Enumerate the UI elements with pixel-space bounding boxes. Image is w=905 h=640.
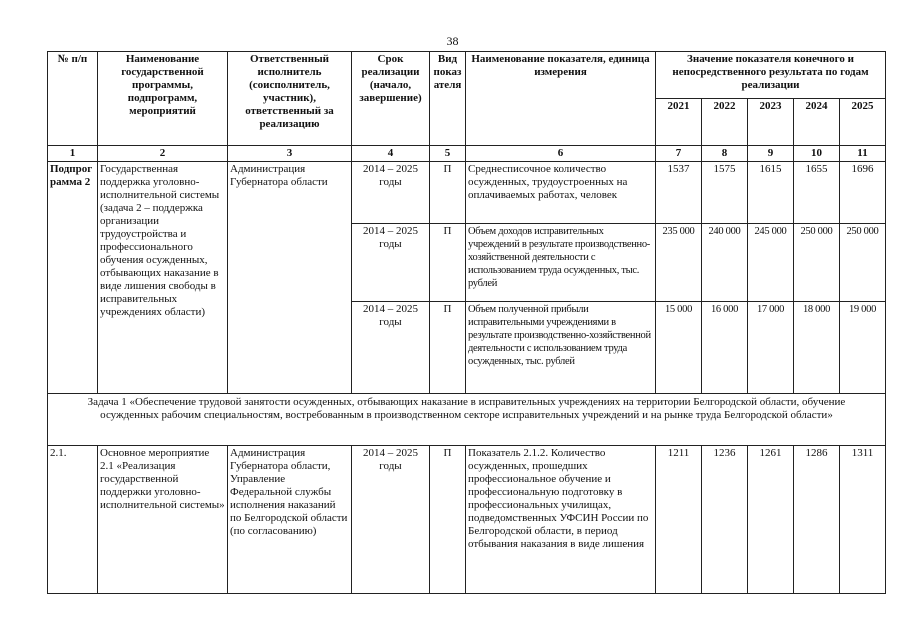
header-num: № п/п bbox=[48, 52, 98, 146]
event-value: 1236 bbox=[702, 446, 748, 594]
row-value: 1575 bbox=[702, 162, 748, 224]
column-number: 3 bbox=[228, 146, 352, 162]
row-value: 15 000 bbox=[656, 302, 702, 394]
row-period: 2014 – 2025 годы bbox=[352, 162, 430, 224]
row-period: 2014 – 2025 годы bbox=[352, 224, 430, 302]
event-responsible: Администрация Губернатора области, Управление Федеральной службы исполнения наказаний по Белгородской области (по согласованию) bbox=[228, 446, 352, 594]
column-number: 6 bbox=[466, 146, 656, 162]
task-row bbox=[48, 394, 886, 446]
task-1-text: Задача 1 «Обеспечение трудовой занятости осужденных, отбывающих наказание в исправительных учреждениях на территории Белгородской области, обучение осужденных рабочим специальностям, востребованным в производственном секторе исправительных учреждений и на рынке труда Белгородской области» bbox=[48, 394, 886, 446]
row-indicator: Объем доходов исправительных учреждений в результате производственно-хозяйственной деятельности с использованием труда осужденных, тыс. рублей bbox=[466, 224, 656, 302]
column-number: 1 bbox=[48, 146, 98, 162]
row-type: П bbox=[430, 224, 466, 302]
row-value: 1696 bbox=[840, 162, 886, 224]
header-responsible: Ответственный исполнитель (соисполнитель, участник), ответственный за реализацию bbox=[228, 52, 352, 146]
column-number: 2 bbox=[98, 146, 228, 162]
subprogram-name: Государственная поддержка уголовно-исполнительной системы (задача 2 – поддержка организации трудоустройства и профессионального обучения осужденных, отбывающих наказание в виде лишения свободы в исправительных учреждениях области) bbox=[98, 162, 228, 394]
header-indicator: Наименование показателя, единица измерения bbox=[466, 52, 656, 146]
column-number: 5 bbox=[430, 146, 466, 162]
column-number: 7 bbox=[656, 146, 702, 162]
header-type: Вид показателя bbox=[430, 52, 466, 146]
column-number: 8 bbox=[702, 146, 748, 162]
event-value: 1311 bbox=[840, 446, 886, 594]
indicators-table bbox=[47, 51, 886, 594]
row-value: 18 000 bbox=[794, 302, 840, 394]
row-value: 1537 bbox=[656, 162, 702, 224]
table-row bbox=[48, 446, 886, 594]
row-value: 1615 bbox=[748, 162, 794, 224]
header-row bbox=[48, 52, 886, 99]
subprogram-num: Подпрограмма 2 bbox=[48, 162, 98, 394]
column-numbers-row bbox=[48, 146, 886, 162]
event-num: 2.1. bbox=[48, 446, 98, 594]
row-type: П bbox=[430, 162, 466, 224]
event-value: 1261 bbox=[748, 446, 794, 594]
header-year: 2025 bbox=[840, 99, 886, 146]
row-value: 245 000 bbox=[748, 224, 794, 302]
row-value: 1655 bbox=[794, 162, 840, 224]
header-values-group: Значение показателя конечного и непосредственного результата по годам реализации bbox=[656, 52, 886, 99]
row-indicator: Объем полученной прибыли исправительными учреждениями в результате производственно-хозяйственной деятельности с использованием труда осужденных, тыс. рублей bbox=[466, 302, 656, 394]
column-number: 10 bbox=[794, 146, 840, 162]
header-year: 2021 bbox=[656, 99, 702, 146]
row-value: 16 000 bbox=[702, 302, 748, 394]
row-value: 240 000 bbox=[702, 224, 748, 302]
event-value: 1286 bbox=[794, 446, 840, 594]
event-name: Основное мероприятие 2.1 «Реализация государственной поддержки уголовно-исполнительной системы» bbox=[98, 446, 228, 594]
column-number: 9 bbox=[748, 146, 794, 162]
event-indicator: Показатель 2.1.2. Количество осужденных, прошедших профессиональное обучение и профессиональную подготовку в профессиональных училищах, подведомственных УФСИН России по Белгородской области, в период отбывания наказания в виде лишения bbox=[466, 446, 656, 594]
row-value: 250 000 bbox=[794, 224, 840, 302]
row-type: П bbox=[430, 302, 466, 394]
event-period: 2014 – 2025 годы bbox=[352, 446, 430, 594]
event-value: 1211 bbox=[656, 446, 702, 594]
column-number: 4 bbox=[352, 146, 430, 162]
row-value: 250 000 bbox=[840, 224, 886, 302]
row-period: 2014 – 2025 годы bbox=[352, 302, 430, 394]
header-period: Срок реализации (начало, завершение) bbox=[352, 52, 430, 146]
row-value: 19 000 bbox=[840, 302, 886, 394]
row-indicator: Среднесписочное количество осужденных, трудоустроенных на оплачиваемых работах, человек bbox=[466, 162, 656, 224]
page-number: 38 bbox=[446, 34, 459, 48]
subprogram-responsible: Администрация Губернатора области bbox=[228, 162, 352, 394]
row-value: 235 000 bbox=[656, 224, 702, 302]
row-value: 17 000 bbox=[748, 302, 794, 394]
column-number: 11 bbox=[840, 146, 886, 162]
event-type: П bbox=[430, 446, 466, 594]
table-row bbox=[48, 162, 886, 224]
header-year: 2024 bbox=[794, 99, 840, 146]
header-year: 2022 bbox=[702, 99, 748, 146]
header-year: 2023 bbox=[748, 99, 794, 146]
header-name: Наименование государственной программы, подпрограмм, мероприятий bbox=[98, 52, 228, 146]
